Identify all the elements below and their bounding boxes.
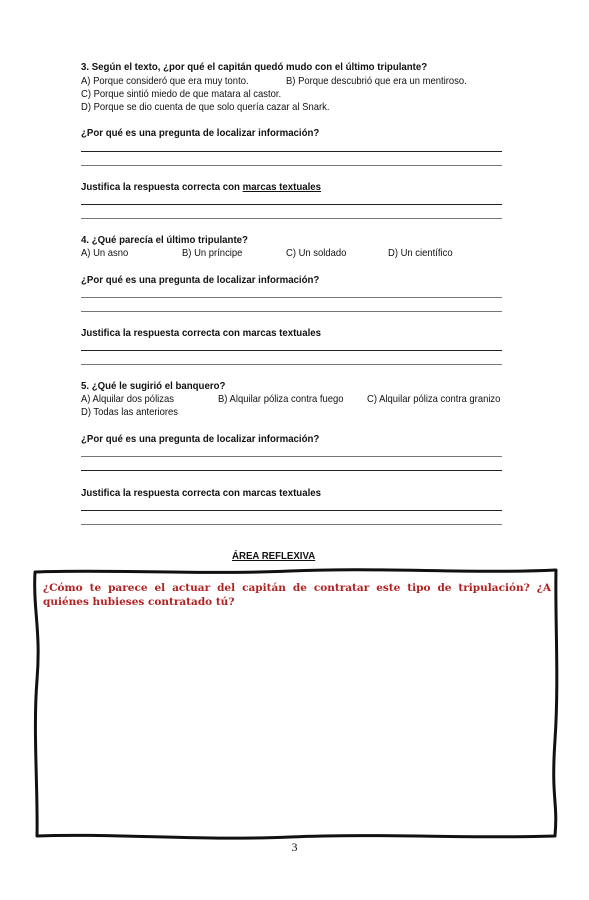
- question-5-title: 5. ¿Qué le sugirió el banquero?: [81, 380, 226, 392]
- question-3-option-a: A) Porque consideró que era muy tonto.: [81, 75, 249, 87]
- question-3-option-b: B) Porque descubrió que era un mentiroso.: [286, 75, 467, 87]
- question-5-why-prompt: ¿Por qué es una pregunta de localizar información?: [81, 433, 320, 445]
- page-number: 3: [291, 840, 298, 854]
- question-5-option-b: B) Alquilar póliza contra fuego: [218, 393, 344, 405]
- question-4-justify-prompt: Justifica la respuesta correcta con marcas textuales: [81, 327, 322, 339]
- question-5-option-a: A) Alquilar dos pólizas: [81, 393, 174, 405]
- reflexive-question: ¿Cómo te parece el actuar del capitán de contratar este tipo de tripulación? ¿A quiénes hubieses contratado tú?: [43, 582, 551, 608]
- justify-underlined-text: marcas textuales: [242, 181, 322, 193]
- question-5-justify-prompt: Justifica la respuesta correcta con marcas textuales: [81, 487, 322, 499]
- question-4-option-a: A) Un asno: [81, 247, 129, 259]
- question-4-title: 4. ¿Qué parecía el último tripulante?: [81, 234, 248, 246]
- question-5-option-d: D) Todas las anteriores: [81, 406, 179, 418]
- justify-lead-text: Justifica la respuesta correcta con: [81, 181, 243, 193]
- question-3-title: 3. Según el texto, ¿por qué el capitán quedó mudo con el último tripulante?: [81, 61, 428, 73]
- question-4-option-c: C) Un soldado: [286, 247, 347, 259]
- question-3-option-c: C) Porque sintió miedo de que matara al castor.: [81, 88, 282, 100]
- question-4-option-b: B) Un príncipe: [182, 247, 243, 259]
- question-5-option-c: C) Alquilar póliza contra granizo: [367, 393, 501, 405]
- question-3-option-d: D) Porque se dio cuenta de que solo quería cazar al Snark.: [81, 101, 330, 113]
- question-4-why-prompt: ¿Por qué es una pregunta de localizar información?: [81, 274, 320, 286]
- question-4-option-d: D) Un científico: [388, 247, 453, 259]
- reflexive-area-title: ÁREA REFLEXIVA: [232, 550, 316, 562]
- question-3-why-prompt: ¿Por qué es una pregunta de localizar información?: [81, 127, 320, 139]
